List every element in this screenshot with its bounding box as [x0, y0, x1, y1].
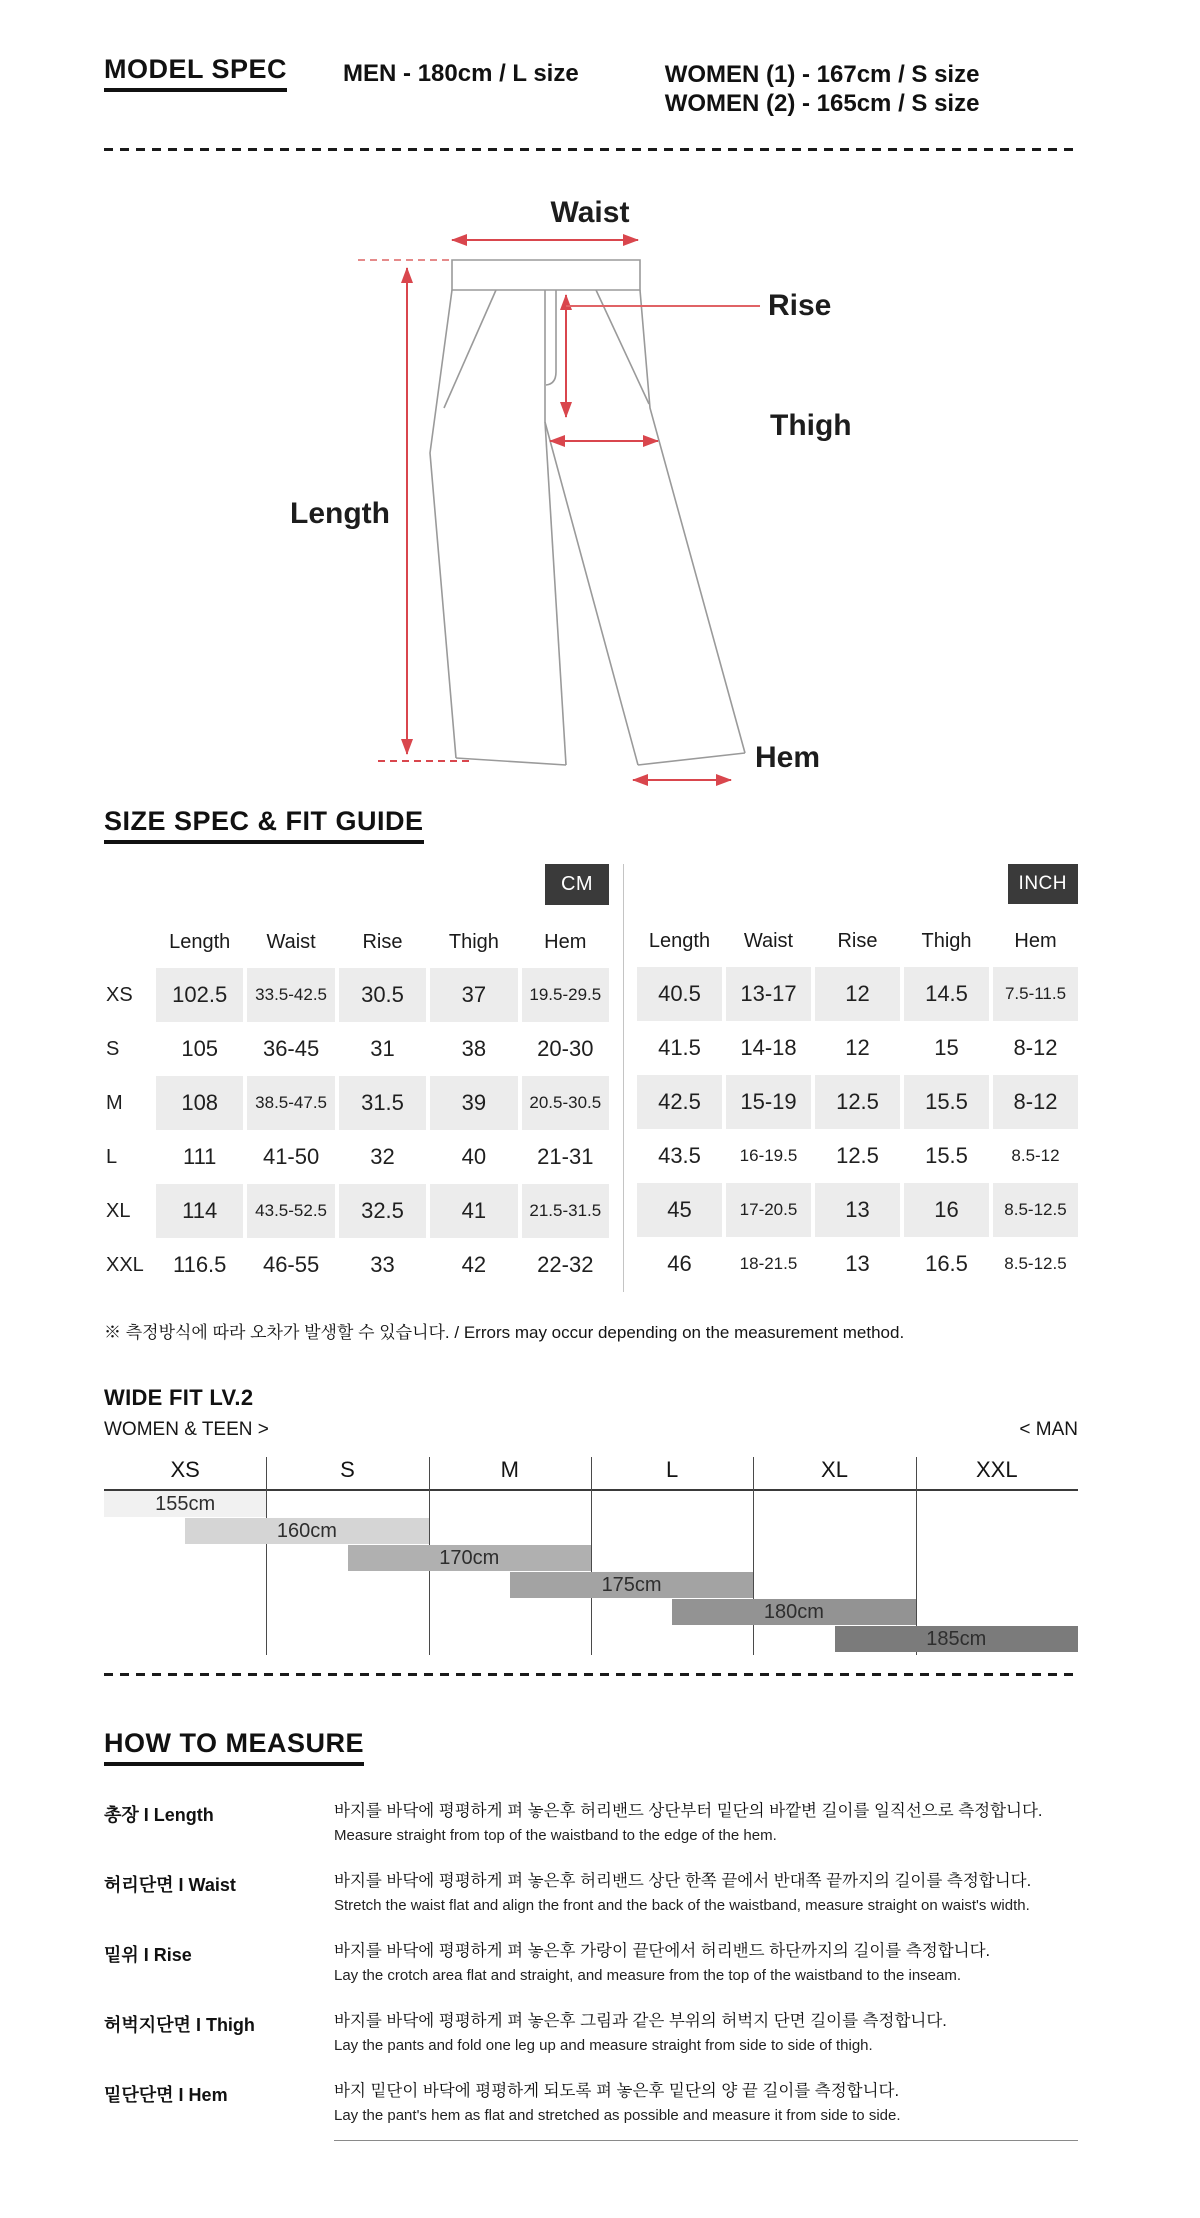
size-value-cell: 12 — [815, 967, 900, 1021]
size-value-cell: 41-50 — [262, 1144, 320, 1169]
fit-chart-column-divider — [753, 1457, 754, 1655]
measure-row — [104, 2080, 1078, 2141]
size-value-cell: 17-20.5 — [726, 1183, 811, 1237]
fit-chart-size-label: M — [500, 1457, 519, 1482]
size-value-cell: 36-45 — [262, 1036, 320, 1061]
size-value-cell: 13 — [845, 1251, 870, 1276]
size-value-cell: 20.5-30.5 — [522, 1076, 609, 1130]
left-hem-line — [456, 758, 566, 765]
cm-table-header — [104, 923, 609, 956]
size-value-cell: 31 — [370, 1036, 395, 1061]
size-value-cell: 46-55 — [262, 1252, 320, 1277]
measure-row — [104, 1800, 1078, 1844]
fit-guide-section — [104, 1385, 1078, 1657]
size-value-cell: 7.5-11.5 — [993, 967, 1078, 1021]
dashed-divider-bottom — [104, 1673, 1078, 1676]
right-hem-line — [638, 753, 745, 765]
size-label: S — [106, 1037, 120, 1060]
size-value-cell: 116.5 — [172, 1252, 227, 1277]
fit-chart-bar: 155cm — [104, 1491, 266, 1517]
pants-outline — [430, 260, 745, 765]
size-value-cell: 12 — [845, 1035, 870, 1060]
column-header: Waist — [743, 930, 794, 952]
left-outer-seam — [430, 290, 456, 758]
diagram-label-thigh: Thigh — [770, 409, 852, 442]
model-spec-title: MODEL SPEC — [104, 54, 287, 92]
size-value-cell: 12.5 — [815, 1075, 900, 1129]
column-header: Thigh — [448, 931, 499, 953]
fit-height-chart — [104, 1457, 1078, 1657]
size-value-cell: 32 — [370, 1144, 395, 1169]
size-value-cell: 46 — [667, 1251, 692, 1276]
cm-badge-row — [104, 864, 609, 905]
size-value-cell: 19.5-29.5 — [522, 968, 609, 1022]
size-value-cell: 33.5-42.5 — [247, 968, 334, 1022]
fit-chart-bar: 170cm — [348, 1545, 592, 1571]
size-value-cell: 114 — [156, 1184, 243, 1238]
size-value-cell: 15.5 — [904, 1075, 989, 1129]
size-value-cell: 111 — [182, 1144, 217, 1169]
column-header: Hem — [1014, 930, 1057, 952]
size-spec-section — [104, 806, 1078, 1343]
size-value-cell: 16.5 — [925, 1251, 968, 1276]
column-header: Rise — [837, 930, 878, 952]
measure-description-en: Lay the pants and fold one leg up and measure straight from side to side of thigh. — [334, 2037, 873, 2054]
size-value-cell: 8.5-12.5 — [1004, 1254, 1067, 1273]
size-value-cell: 18-21.5 — [739, 1254, 798, 1273]
size-value-cell: 37 — [430, 968, 517, 1022]
size-value-cell: 16 — [904, 1183, 989, 1237]
size-value-cell: 13-17 — [726, 967, 811, 1021]
size-value-cell: 12.5 — [836, 1143, 879, 1168]
model-spec-women-1: WOMEN (1) - 167cm / S size — [664, 61, 980, 88]
fit-guide-title: WIDE FIT LV.2 — [104, 1385, 254, 1410]
fit-guide-right-label: < MAN — [1019, 1419, 1078, 1440]
measure-label: 밑단단면 I Hem — [104, 2085, 228, 2105]
size-value-cell: 42.5 — [637, 1075, 722, 1129]
measure-description-kr: 바지를 바닥에 평평하게 펴 놓은후 허리밴드 상단부터 밑단의 바깥변 길이를 일직선으로 측정합니다. — [334, 1802, 1043, 1820]
size-value-cell: 33 — [370, 1252, 395, 1277]
model-spec-women-2: WOMEN (2) - 165cm / S size — [664, 90, 980, 117]
diagram-label-rise: Rise — [768, 289, 832, 322]
fit-chart-bar: 175cm — [510, 1572, 754, 1598]
fit-chart-bar: 160cm — [185, 1518, 429, 1544]
diagram-label-length: Length — [290, 497, 390, 530]
inch-badge-row — [637, 864, 1078, 904]
fit-chart-column-divider — [591, 1457, 592, 1655]
column-header: Length — [169, 931, 231, 953]
waistband — [452, 260, 640, 290]
how-to-measure-title: HOW TO MEASURE — [104, 1728, 364, 1766]
inch-table — [623, 864, 1078, 1292]
right-inner-seam — [545, 422, 638, 765]
inch-table-body — [637, 967, 1078, 1291]
size-value-cell: 30.5 — [339, 968, 426, 1022]
model-spec-men: MEN - 180cm / L size — [343, 60, 579, 87]
size-value-cell: 21.5-31.5 — [522, 1184, 609, 1238]
how-to-measure-rows — [104, 1800, 1078, 2141]
size-value-cell: 43.5 — [658, 1143, 701, 1168]
measure-description-kr: 바지 밑단이 바닥에 평평하게 되도록 펴 놓은후 밑단의 양 끝 길이를 측정합니다. — [334, 2082, 900, 2100]
size-value-cell: 42 — [461, 1252, 487, 1277]
size-value-cell: 43.5-52.5 — [247, 1184, 334, 1238]
column-header: Thigh — [921, 930, 972, 952]
size-label: M — [106, 1091, 123, 1114]
fit-guide-left-label: WOMEN & TEEN > — [104, 1419, 269, 1440]
size-value-cell: 105 — [181, 1036, 219, 1061]
pants-measurement-diagram — [104, 151, 1078, 806]
size-value-cell: 15 — [934, 1035, 959, 1060]
diagram-label-waist: Waist — [550, 196, 630, 229]
size-value-cell: 39 — [430, 1076, 517, 1130]
measure-description — [334, 2080, 1078, 2141]
size-value-cell: 102.5 — [156, 968, 243, 1022]
inch-table-header — [637, 922, 1078, 955]
measure-label: 허벅지단면 I Thigh — [104, 2015, 255, 2035]
measure-description — [334, 1940, 1078, 1984]
fit-chart-bar: 180cm — [672, 1599, 916, 1625]
size-value-cell: 21-31 — [537, 1144, 594, 1169]
measure-description-kr: 바지를 바닥에 평평하게 펴 놓은후 가랑이 끝단에서 허리밴드 하단까지의 길이를 측정합니다. — [334, 1942, 991, 1960]
fit-chart-size-label: S — [340, 1457, 355, 1482]
size-value-cell: 8.5-12 — [1011, 1146, 1060, 1165]
size-value-cell: 15-19 — [726, 1075, 811, 1129]
right-outer-seam — [640, 290, 745, 753]
cm-unit-badge: CM — [545, 864, 609, 905]
fit-chart-size-label: XXL — [976, 1457, 1018, 1482]
size-value-cell: 32.5 — [339, 1184, 426, 1238]
measure-description-en: Lay the pant's hem as flat and stretched as possible and measure it from side to side. — [334, 2107, 901, 2124]
fit-chart-size-label: XL — [821, 1457, 848, 1482]
measure-description — [334, 1870, 1078, 1914]
size-value-cell: 13 — [815, 1183, 900, 1237]
size-value-cell: 8-12 — [1013, 1035, 1058, 1060]
measure-row — [104, 1940, 1078, 1984]
column-header: Rise — [362, 931, 403, 953]
cm-table — [104, 864, 609, 1292]
size-value-cell: 20-30 — [537, 1036, 594, 1061]
size-value-cell: 16-19.5 — [739, 1146, 798, 1165]
model-spec-women — [665, 54, 980, 118]
measure-description — [334, 1800, 1078, 1844]
how-to-measure-section — [104, 1728, 1078, 2141]
size-label: XXL — [106, 1253, 144, 1276]
size-value-cell: 15.5 — [925, 1143, 968, 1168]
size-spec-title: SIZE SPEC & FIT GUIDE — [104, 806, 424, 844]
measure-arrows — [358, 240, 760, 780]
measure-description-en: Lay the crotch area flat and straight, and measure from the top of the waistband to the inseam. — [334, 1967, 962, 1984]
size-value-cell: 22-32 — [537, 1252, 594, 1277]
size-label: XL — [106, 1199, 131, 1222]
inch-unit-badge: INCH — [1008, 864, 1078, 904]
size-value-cell: 108 — [156, 1076, 243, 1130]
measure-description-en: Measure straight from top of the waistband to the edge of the hem. — [334, 1827, 777, 1844]
column-header: Length — [648, 930, 711, 952]
size-label: XS — [106, 983, 133, 1006]
measurement-note: ※ 측정방식에 따라 오차가 발생할 수 있습니다. / Errors may occur depending on the measurement method. — [104, 1323, 905, 1342]
measure-row — [104, 2010, 1078, 2054]
measure-description-en: Stretch the waist flat and align the front and the back of the waistband, measure straight on waist's width. — [334, 1897, 1030, 1914]
fit-guide-subtitles — [104, 1419, 1078, 1441]
column-header: Hem — [544, 931, 587, 953]
pants-outline-drawing — [104, 151, 1078, 803]
size-value-cell: 31.5 — [339, 1076, 426, 1130]
measure-description-kr: 바지를 바닥에 평평하게 펴 놓은후 그림과 같은 부위의 허벅지 단면 길이를 측정합니다. — [334, 2012, 947, 2030]
size-tables — [104, 864, 1078, 1292]
size-value-cell: 45 — [637, 1183, 722, 1237]
size-value-cell: 8.5-12.5 — [993, 1183, 1078, 1237]
fit-chart-bar: 185cm — [835, 1626, 1079, 1652]
column-header: Waist — [266, 931, 316, 953]
measure-row — [104, 1870, 1078, 1914]
measure-label: 총장 I Length — [104, 1805, 214, 1825]
model-spec-header — [104, 54, 1078, 118]
diagram-label-hem: Hem — [755, 741, 821, 774]
size-value-cell: 14-18 — [740, 1035, 797, 1060]
size-value-cell: 41 — [430, 1184, 517, 1238]
measure-label: 밑위 I Rise — [104, 1945, 192, 1965]
left-inner-seam — [545, 422, 566, 765]
size-value-cell: 41.5 — [658, 1035, 701, 1060]
size-value-cell: 38.5-47.5 — [247, 1076, 334, 1130]
measure-label: 허리단면 I Waist — [104, 1875, 236, 1895]
header-corner-cell — [104, 923, 152, 956]
fly-right-line — [546, 290, 556, 385]
fit-chart-size-label: XS — [170, 1457, 200, 1482]
measure-description — [334, 2010, 1078, 2054]
size-value-cell: 8-12 — [993, 1075, 1078, 1129]
size-value-cell: 14.5 — [904, 967, 989, 1021]
size-value-cell: 40.5 — [637, 967, 722, 1021]
fit-chart-size-label: L — [666, 1457, 679, 1482]
size-value-cell: 38 — [461, 1036, 487, 1061]
fit-chart-column-divider — [266, 1457, 267, 1655]
cm-table-body — [104, 968, 609, 1292]
size-value-cell: 40 — [461, 1144, 487, 1169]
measure-description-kr: 바지를 바닥에 평평하게 펴 놓은후 허리밴드 상단 한쪽 끝에서 반대쪽 끝까지의 길이를 측정합니다. — [334, 1872, 1032, 1890]
size-label: L — [106, 1145, 118, 1168]
left-pocket-line — [444, 290, 496, 408]
